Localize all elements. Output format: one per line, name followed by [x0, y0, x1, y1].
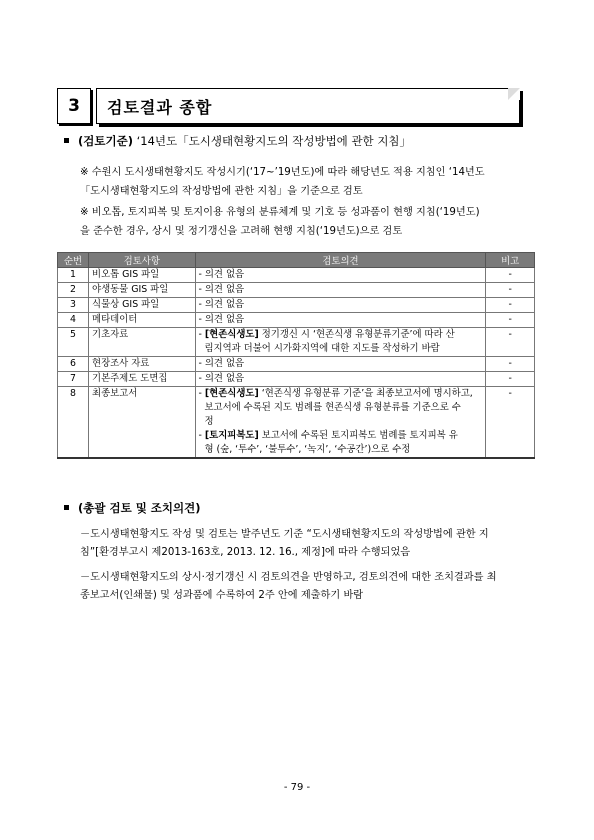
- opinion-text: - 의견 없음: [198, 373, 245, 384]
- header-no: 순번: [58, 253, 89, 268]
- opinion-text: 형 (숲, ‘투수’, ‘불투수’, ‘녹지’, ‘수공간’)으로 수정: [198, 444, 411, 455]
- section-number: 3: [57, 88, 91, 124]
- opinion-line: [199, 443, 483, 457]
- opinion-text: 정기갱신 시 ‘현존식생 유형분류기준’에 따라 산: [258, 329, 455, 340]
- section-title: 검토결과 종합: [107, 98, 213, 117]
- table-row: [58, 268, 535, 283]
- opinion-dash: -: [198, 329, 205, 340]
- cell-item: 기본주제도 도면집: [89, 372, 196, 387]
- opinion-text: 림지역과 더불어 시가화지역에 대한 지도를 작성하기 바람: [198, 343, 440, 354]
- opinion-line: [199, 387, 483, 401]
- table-row: [58, 357, 535, 372]
- note-1: [80, 163, 485, 201]
- opinion-text: ‘현존식생 유형분류 기준’을 최종보고서에 명시하고,: [258, 388, 473, 399]
- cell-item: 야생동물 GIS 파일: [89, 283, 196, 298]
- table-row: [58, 387, 535, 459]
- opinion-tag: [토지피복도]: [204, 430, 259, 441]
- cell-item: 식물상 GIS 파일: [89, 298, 196, 313]
- cell-opinion: [195, 268, 486, 283]
- opinion-text: - 의견 없음: [198, 284, 245, 295]
- cell-opinion: [195, 357, 486, 372]
- review-table: [57, 252, 535, 459]
- opinion-text: 보고서에 수록된 토지피복도 범례를 토지피복 유: [258, 430, 458, 441]
- table-header-row: [58, 253, 535, 268]
- criteria-heading: [64, 133, 411, 149]
- cell-opinion: [195, 387, 486, 459]
- opinion-text: - 의견 없음: [198, 269, 245, 280]
- note-2: [80, 203, 480, 241]
- table-body: [58, 268, 535, 459]
- opinion-tag: [현존식생도]: [204, 388, 259, 399]
- cell-note: -: [486, 357, 535, 372]
- summary-label: (총괄 검토 및 조치의견): [78, 501, 201, 515]
- opinion-line: [199, 298, 483, 312]
- page-number: - 79 -: [283, 782, 311, 793]
- summary-line: 종보고서(인쇄물) 및 성과품에 수록하여 2주 안에 제출하기 바람: [80, 590, 364, 601]
- cell-item: 현장조사 자료: [89, 357, 196, 372]
- table-row: [58, 313, 535, 328]
- summary-line: －도시생태현황지도의 상시·정기갱신 시 검토의견을 반영하고, 검토의견에 대한 조치결과를 최: [80, 572, 497, 583]
- opinion-line: [199, 372, 483, 386]
- summary-item-1: [80, 526, 489, 562]
- cell-note: -: [486, 387, 535, 459]
- cell-opinion: [195, 283, 486, 298]
- cell-no: 5: [58, 328, 89, 357]
- summary-line: －도시생태현황지도 작성 및 검토는 발주년도 기준 “도시생태현황지도의 작성방법에 관한 지: [80, 529, 489, 540]
- note-line: 「도시생태현황지도의 작성방법에 관한 지침」을 기준으로 검토: [80, 186, 363, 197]
- note-line: ※ 수원시 도시생태현황지도 작성시기(‘17~’19년도)에 따라 해당년도 적용 지침인 ‘14년도: [80, 167, 485, 178]
- cell-note: -: [486, 372, 535, 387]
- cell-no: 8: [58, 387, 89, 459]
- table-row: [58, 283, 535, 298]
- opinion-text: - 의견 없음: [198, 314, 245, 325]
- cell-opinion: [195, 328, 486, 357]
- opinion-line: [199, 283, 483, 297]
- cell-no: 1: [58, 268, 89, 283]
- cell-opinion: [195, 298, 486, 313]
- cell-note: -: [486, 313, 535, 328]
- opinion-line: [199, 401, 483, 415]
- summary-line: 침”[환경부고시 제2013-163호, 2013. 12. 16., 제정]에 따라 수행되었음: [80, 547, 411, 558]
- square-bullet-icon: [64, 138, 69, 143]
- header-item: 검토사항: [89, 253, 196, 268]
- cell-item: 메타데이터: [89, 313, 196, 328]
- opinion-text: - 의견 없음: [198, 299, 245, 310]
- cell-no: 2: [58, 283, 89, 298]
- criteria-text: ‘14년도「도시생태현황지도의 작성방법에 관한 지침」: [132, 134, 412, 148]
- cell-item: 비오톱 GIS 파일: [89, 268, 196, 283]
- criteria-label: (검토기준): [78, 134, 133, 148]
- note-line: ※ 비오톱, 토지피복 및 토지이용 유형의 분류체계 및 기호 등 성과품이 현행 지침(‘19년도): [80, 207, 480, 218]
- opinion-line: [199, 328, 483, 342]
- header-opinion: 검토의견: [195, 253, 486, 268]
- cell-opinion: [195, 313, 486, 328]
- cell-no: 6: [58, 357, 89, 372]
- opinion-line: [199, 357, 483, 371]
- opinion-line: [199, 342, 483, 356]
- opinion-line: [199, 415, 483, 429]
- opinion-text: 정: [198, 416, 214, 427]
- header-note: 비고: [486, 253, 535, 268]
- cell-note: -: [486, 298, 535, 313]
- opinion-line: [199, 268, 483, 282]
- summary-item-2: [80, 569, 497, 605]
- cell-item: 기초자료: [89, 328, 196, 357]
- page-fold-corner: [508, 88, 520, 100]
- opinion-text: - 의견 없음: [198, 358, 245, 369]
- cell-note: -: [486, 328, 535, 357]
- table-row: [58, 298, 535, 313]
- section-title-box: [96, 88, 520, 124]
- summary-heading: [64, 500, 201, 516]
- cell-item: 최종보고서: [89, 387, 196, 459]
- opinion-line: [199, 313, 483, 327]
- opinion-text: 보고서에 수록된 지도 범례를 현존식생 유형분류를 기준으로 수: [198, 402, 461, 413]
- note-line: 을 준수한 경우, 상시 및 정기갱신을 고려해 현행 지침(‘19년도)으로 검토: [80, 226, 403, 237]
- opinion-tag: [현존식생도]: [204, 329, 259, 340]
- opinion-dash: -: [198, 430, 205, 441]
- cell-no: 7: [58, 372, 89, 387]
- cell-no: 3: [58, 298, 89, 313]
- cell-note: -: [486, 268, 535, 283]
- opinion-dash: -: [198, 388, 205, 399]
- cell-opinion: [195, 372, 486, 387]
- cell-note: -: [486, 283, 535, 298]
- square-bullet-icon: [64, 505, 69, 510]
- cell-no: 4: [58, 313, 89, 328]
- table-row: [58, 328, 535, 357]
- table-row: [58, 372, 535, 387]
- opinion-line: [199, 429, 483, 443]
